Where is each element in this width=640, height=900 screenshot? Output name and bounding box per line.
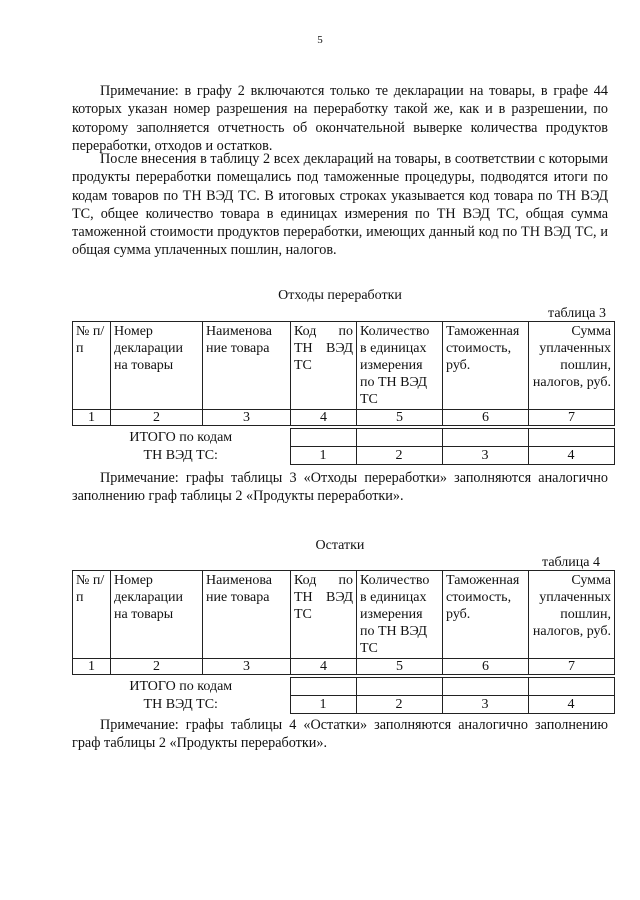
table3-totals: [72, 428, 615, 465]
col-number: 2: [111, 410, 203, 426]
table3-totals-row: [72, 429, 614, 447]
table3-label: таблица 3: [548, 306, 606, 321]
page-number: 5: [317, 34, 323, 46]
header-col2: Номер декларации на товары: [111, 571, 203, 659]
col-number: 4: [291, 659, 357, 675]
table3-totals-number-row: [72, 447, 614, 465]
totals-label-line1: ИТОГО по кодам: [129, 430, 233, 445]
col-number: 7: [529, 659, 615, 675]
header-col3: Наименова ние товара: [203, 322, 291, 410]
table4-totals-number-row: [72, 696, 614, 714]
totals-cell: [290, 678, 356, 696]
totals-cell: [528, 429, 614, 447]
header-col4: Код по ТН ВЭД ТС: [291, 322, 357, 410]
header-col7: Сумма уплаченных пошлин, налогов, руб.: [529, 571, 615, 659]
totals-number: 1: [290, 696, 356, 714]
totals-cell: [442, 678, 528, 696]
totals-cell: [290, 429, 356, 447]
header-col1: № п/п: [73, 322, 111, 410]
header-col2: Номер декларации на товары: [111, 322, 203, 410]
totals-number: 2: [356, 696, 442, 714]
table4-number-row: [73, 659, 615, 675]
table3-number-row: [73, 410, 615, 426]
col-number: 2: [111, 659, 203, 675]
header-col6: Таможенная стоимость, руб.: [443, 322, 529, 410]
header-col4: Код по ТН ВЭД ТС: [291, 571, 357, 659]
totals-cell: [356, 429, 442, 447]
col-number: 1: [73, 410, 111, 426]
header-col7: Сумма уплаченных пошлин, налогов, руб.: [529, 322, 615, 410]
col-number: 6: [443, 659, 529, 675]
table3-note: Примечание: графы таблицы 3 «Отходы переработки» заполняются аналогично заполнению граф таблицы 2 «Продукты переработки».: [72, 470, 608, 504]
header-col5: Количество в единицах измерения по ТН ВЭД ТС: [357, 571, 443, 659]
totals-label-line2: ТН ВЭД ТС:: [143, 697, 218, 712]
table3: [72, 321, 615, 426]
totals-number: 4: [528, 696, 614, 714]
col-number: 7: [529, 410, 615, 426]
header-col5: Количество в единицах измерения по ТН ВЭД ТС: [357, 322, 443, 410]
totals-number: 1: [290, 447, 356, 465]
col-number: 1: [73, 659, 111, 675]
table4-label: таблица 4: [542, 555, 600, 570]
totals-number: 3: [442, 696, 528, 714]
col-number: 6: [443, 410, 529, 426]
paragraph-totals-description: После внесения в таблицу 2 всех деклараций на товары, в соответствии с которыми продукты переработки помещались под таможенные процедуры, подводятся итоги по кодам товаров по ТН ВЭД ТС. В итоговых строках указывается код товара по ТН ВЭД ТС, общее количество товара в единицах измерения по ТН ВЭД ТС, общая сумма таможенной стоимости продуктов переработки, имеющих данный код по ТН ВЭД ТС, и общая сумма уплаченных пошлин, налогов.: [72, 151, 608, 259]
header-col1: № п/п: [73, 571, 111, 659]
totals-number: 4: [528, 447, 614, 465]
table4-totals: [72, 677, 615, 714]
col-number: 5: [357, 410, 443, 426]
table4: [72, 570, 615, 675]
col-number: 5: [357, 659, 443, 675]
totals-number: 2: [356, 447, 442, 465]
col-number: 3: [203, 410, 291, 426]
col-number: 3: [203, 659, 291, 675]
table3-title: Отходы переработки: [278, 288, 402, 303]
header-col6: Таможенная стоимость, руб.: [443, 571, 529, 659]
table4-totals-row: [72, 678, 614, 696]
table4-header-row: [73, 571, 615, 659]
totals-cell: [442, 429, 528, 447]
totals-label-line2: ТН ВЭД ТС:: [143, 448, 218, 463]
col-number: 4: [291, 410, 357, 426]
table4-title: Остатки: [315, 538, 365, 553]
paragraph-note-graph-2: Примечание: в графу 2 включаются только те декларации на товары, в графе 44 которых указан номер разрешения на переработку такой же, как и в разрешении, по которому заполняется отчетность об окончательной выверке количества продуктов переработки, отходов и остатков.: [72, 83, 608, 154]
totals-number: 3: [442, 447, 528, 465]
table3-header-row: [73, 322, 615, 410]
totals-cell: [528, 678, 614, 696]
totals-cell: [356, 678, 442, 696]
table4-note: Примечание: графы таблицы 4 «Остатки» заполняются аналогично заполнению граф таблицы 2 «Продукты переработки».: [72, 717, 608, 751]
header-col3: Наименова ние товара: [203, 571, 291, 659]
totals-label-line1: ИТОГО по кодам: [129, 679, 233, 694]
